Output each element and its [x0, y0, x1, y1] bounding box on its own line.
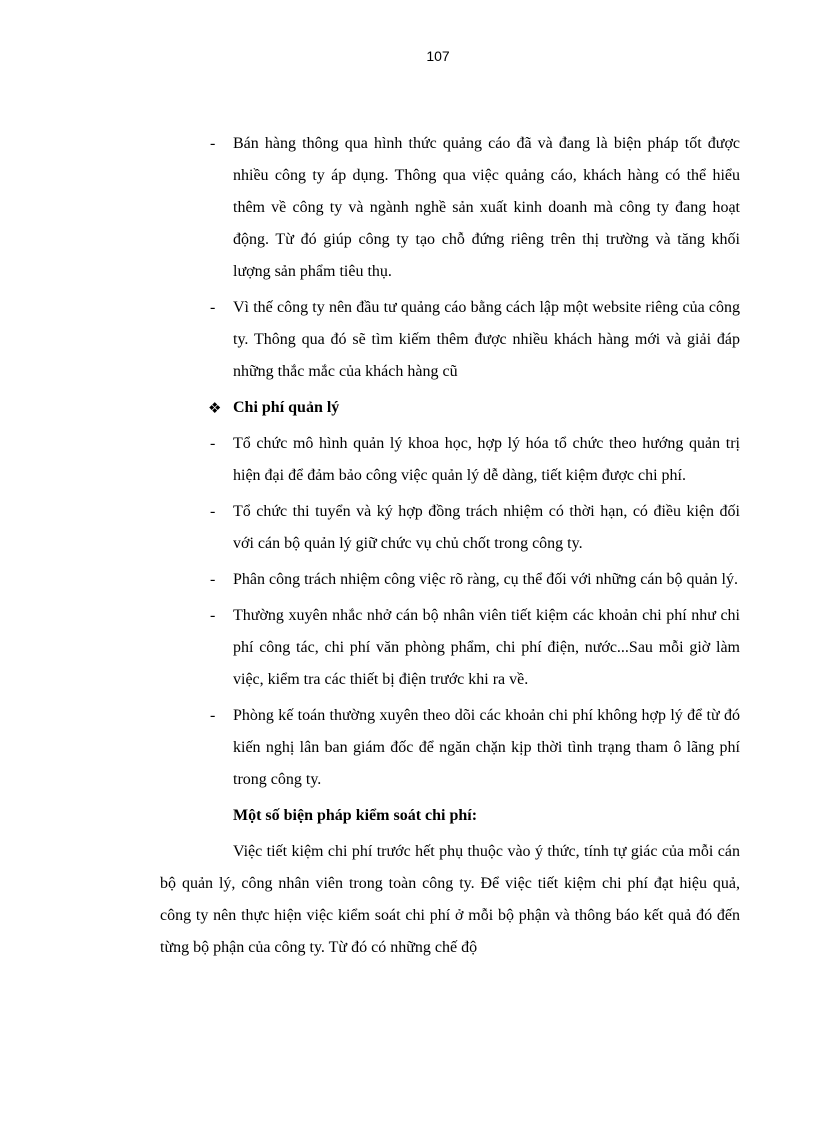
list-item-website	[160, 292, 740, 388]
dash-bullet: -	[210, 607, 216, 624]
section-heading-management-cost	[160, 392, 740, 424]
list-item-accounting	[160, 700, 740, 796]
section-heading-text: Chi phí quản lý	[233, 399, 340, 416]
list-item-text: Thường xuyên nhắc nhở cán bộ nhân viên tiết kiệm các khoản chi phí như chi phí công tác, chi phí văn phòng phẩm, chi phí điện, nước...Sau mỗi giờ làm việc, kiểm tra các thiết bị điện trước khi ra về.	[233, 607, 740, 688]
list-item-advertising	[160, 128, 740, 288]
dash-bullet: -	[210, 299, 216, 316]
list-item-recruitment	[160, 496, 740, 560]
list-item-text: Tổ chức mô hình quản lý khoa học, hợp lý hóa tổ chức theo hướng quản trị hiện đại để đảm bảo công việc quản lý dễ dàng, tiết kiệm được chi phí.	[233, 435, 740, 484]
list-item-text: Vì thế công ty nên đầu tư quảng cáo bằng cách lập một website riêng của công ty. Thông qua đó sẽ tìm kiếm thêm được nhiều khách hàng mới và giải đáp những thắc mắc của khách hàng cũ	[233, 299, 740, 380]
list-item-management-model	[160, 428, 740, 492]
list-item-text: Bán hàng thông qua hình thức quảng cáo đã và đang là biện pháp tốt được nhiều công ty áp dụng. Thông qua việc quảng cáo, khách hàng có thể hiểu thêm về công ty và ngành nghề sản xuất kinh doanh mà công ty đang hoạt động. Từ đó giúp công ty tạo chỗ đứng riêng trên thị trường và tăng khối lượng sản phẩm tiêu thụ.	[233, 135, 740, 280]
dash-bullet: -	[210, 503, 216, 520]
diamond-bullet-icon: ❖	[208, 399, 222, 417]
list-item-responsibility	[160, 564, 740, 596]
document-body	[160, 128, 740, 964]
dash-bullet: -	[210, 707, 216, 724]
cost-control-paragraph: Việc tiết kiệm chi phí trước hết phụ thuộc vào ý thức, tính tự giác của mỗi cán bộ quản lý, công nhân viên trong toàn công ty. Để việc tiết kiệm chi phí đạt hiệu quả, công ty nên thực hiện việc kiểm soát chi phí ở mỗi bộ phận và thông báo kết quả đó đến từng bộ phận của công ty. Từ đó có những chế độ	[160, 843, 740, 956]
cost-control-heading: Một số biện pháp kiểm soát chi phí:	[233, 807, 478, 824]
list-item-text: Tổ chức thi tuyển và ký hợp đồng trách nhiệm có thời hạn, có điều kiện đối với cán bộ quản lý giữ chức vụ chủ chốt trong công ty.	[233, 503, 740, 552]
dash-bullet: -	[210, 135, 216, 152]
page-number: 107	[426, 48, 450, 64]
dash-bullet: -	[210, 435, 216, 452]
dash-bullet: -	[210, 571, 216, 588]
list-item-text: Phòng kế toán thường xuyên theo dõi các khoản chi phí không hợp lý để từ đó kiến nghị lân ban giám đốc để ngăn chặn kịp thời tình trạng tham ô lãng phí trong công ty.	[233, 707, 740, 788]
list-item-saving-reminder	[160, 600, 740, 696]
list-item-text: Phân công trách nhiệm công việc rõ ràng, cụ thể đối với những cán bộ quản lý.	[233, 571, 738, 588]
